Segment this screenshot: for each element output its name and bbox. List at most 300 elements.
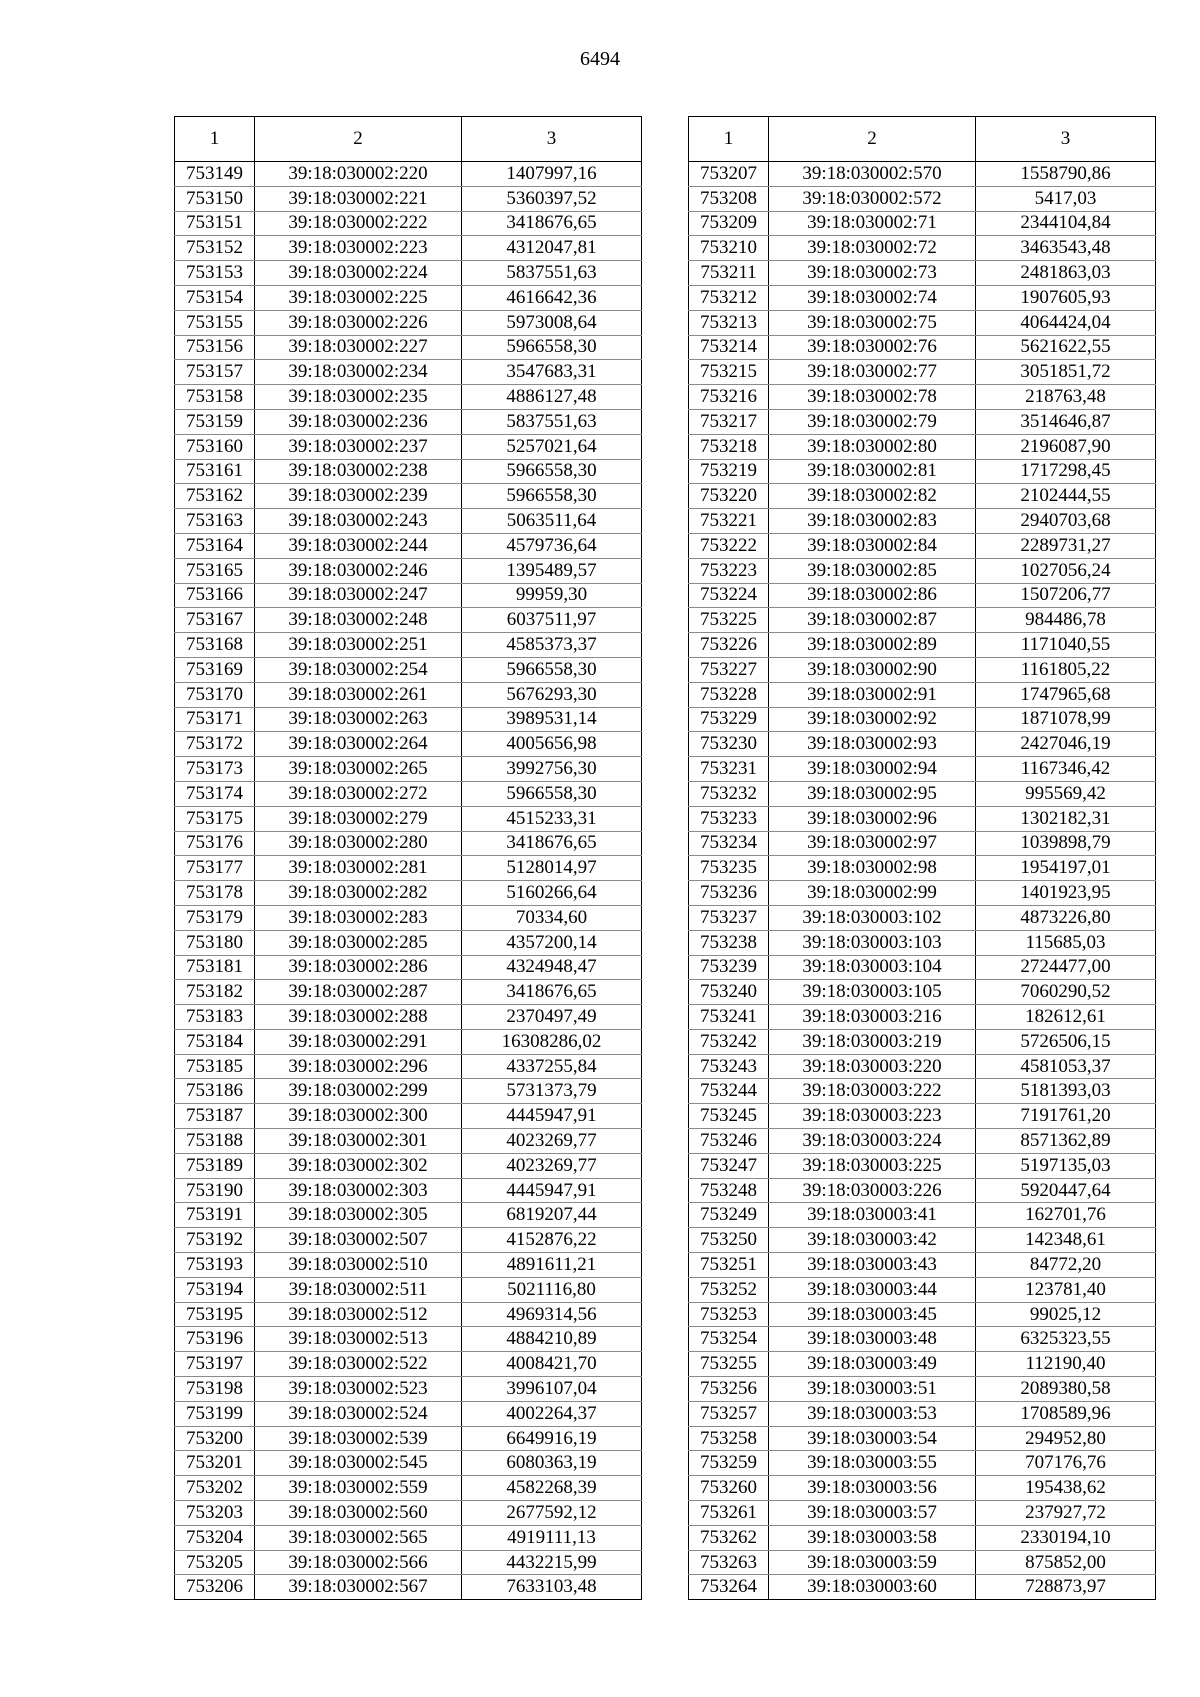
cadastral-number-cell: 39:18:030002:566: [255, 1550, 462, 1575]
row-number-cell: 753227: [689, 657, 769, 682]
cadastral-number-cell: 39:18:030002:299: [255, 1079, 462, 1104]
value-cell: 5966558,30: [462, 335, 642, 360]
table-row: [175, 608, 642, 633]
row-number-cell: 753205: [175, 1550, 255, 1575]
table-row: [175, 1228, 642, 1253]
row-number-cell: 753168: [175, 633, 255, 658]
value-cell: 5128014,97: [462, 856, 642, 881]
row-number-cell: 753164: [175, 533, 255, 558]
value-cell: 4324948,47: [462, 955, 642, 980]
table-row: [175, 930, 642, 955]
value-cell: 16308286,02: [462, 1029, 642, 1054]
row-number-cell: 753206: [175, 1575, 255, 1600]
row-number-cell: 753254: [689, 1327, 769, 1352]
value-cell: 5731373,79: [462, 1079, 642, 1104]
value-cell: 1907605,93: [976, 285, 1156, 310]
column-header-3: 3: [462, 117, 642, 162]
value-cell: 4873226,80: [976, 905, 1156, 930]
row-number-cell: 753246: [689, 1129, 769, 1154]
cadastral-number-cell: 39:18:030003:56: [769, 1476, 976, 1501]
row-number-cell: 753154: [175, 285, 255, 310]
table-row: [689, 1525, 1156, 1550]
value-cell: 2089380,58: [976, 1377, 1156, 1402]
cadastral-number-cell: 39:18:030002:243: [255, 509, 462, 534]
row-number-cell: 753217: [689, 409, 769, 434]
row-number-cell: 753212: [689, 285, 769, 310]
row-number-cell: 753231: [689, 757, 769, 782]
value-cell: 4919111,13: [462, 1525, 642, 1550]
table-row: [689, 285, 1156, 310]
table-row: [175, 1327, 642, 1352]
row-number-cell: 753232: [689, 781, 769, 806]
table-row: [175, 1029, 642, 1054]
table-row: [689, 905, 1156, 930]
cadastral-number-cell: 39:18:030002:301: [255, 1129, 462, 1154]
cadastral-number-cell: 39:18:030002:282: [255, 881, 462, 906]
value-cell: 6649916,19: [462, 1426, 642, 1451]
value-cell: 1167346,42: [976, 757, 1156, 782]
table-row: [689, 1575, 1156, 1600]
table-row: [689, 434, 1156, 459]
table-row: [175, 1129, 642, 1154]
cadastral-number-cell: 39:18:030002:84: [769, 533, 976, 558]
row-number-cell: 753153: [175, 261, 255, 286]
table-row: [175, 310, 642, 335]
row-number-cell: 753245: [689, 1104, 769, 1129]
value-cell: 3418676,65: [462, 831, 642, 856]
row-number-cell: 753263: [689, 1550, 769, 1575]
header-row: [689, 117, 1156, 162]
table-row: [689, 1005, 1156, 1030]
row-number-cell: 753163: [175, 509, 255, 534]
value-cell: 4515233,31: [462, 806, 642, 831]
row-number-cell: 753180: [175, 930, 255, 955]
value-cell: 995569,42: [976, 781, 1156, 806]
value-cell: 2330194,10: [976, 1525, 1156, 1550]
table-row: [689, 1501, 1156, 1526]
cadastral-number-cell: 39:18:030002:261: [255, 682, 462, 707]
cadastral-number-cell: 39:18:030002:513: [255, 1327, 462, 1352]
cadastral-number-cell: 39:18:030002:83: [769, 509, 976, 534]
cadastral-number-cell: 39:18:030002:99: [769, 881, 976, 906]
row-number-cell: 753257: [689, 1401, 769, 1426]
row-number-cell: 753237: [689, 905, 769, 930]
row-number-cell: 753259: [689, 1451, 769, 1476]
column-header-1: 1: [175, 117, 255, 162]
table-row: [689, 1426, 1156, 1451]
row-number-cell: 753197: [175, 1352, 255, 1377]
row-number-cell: 753190: [175, 1178, 255, 1203]
row-number-cell: 753162: [175, 484, 255, 509]
table-row: [175, 781, 642, 806]
value-cell: 5621622,55: [976, 335, 1156, 360]
table-row: [175, 682, 642, 707]
cadastral-number-cell: 39:18:030002:73: [769, 261, 976, 286]
row-number-cell: 753235: [689, 856, 769, 881]
row-number-cell: 753203: [175, 1501, 255, 1526]
table-row: [689, 955, 1156, 980]
column-header-2: 2: [255, 117, 462, 162]
table-row: [175, 1005, 642, 1030]
cadastral-number-cell: 39:18:030002:72: [769, 236, 976, 261]
cadastral-number-cell: 39:18:030002:77: [769, 360, 976, 385]
cadastral-number-cell: 39:18:030002:539: [255, 1426, 462, 1451]
cadastral-number-cell: 39:18:030002:511: [255, 1277, 462, 1302]
value-cell: 4064424,04: [976, 310, 1156, 335]
row-number-cell: 753260: [689, 1476, 769, 1501]
table-row: [175, 757, 642, 782]
table-row: [689, 484, 1156, 509]
cadastral-number-cell: 39:18:030002:239: [255, 484, 462, 509]
cadastral-number-cell: 39:18:030002:522: [255, 1352, 462, 1377]
row-number-cell: 753195: [175, 1302, 255, 1327]
cadastral-number-cell: 39:18:030002:89: [769, 633, 976, 658]
value-cell: 112190,40: [976, 1352, 1156, 1377]
table-row: [689, 732, 1156, 757]
table-row: [175, 1054, 642, 1079]
table-row: [689, 1029, 1156, 1054]
value-cell: 182612,61: [976, 1005, 1156, 1030]
cadastral-number-cell: 39:18:030002:280: [255, 831, 462, 856]
row-number-cell: 753201: [175, 1451, 255, 1476]
row-number-cell: 753176: [175, 831, 255, 856]
row-number-cell: 753192: [175, 1228, 255, 1253]
value-cell: 4581053,37: [976, 1054, 1156, 1079]
row-number-cell: 753178: [175, 881, 255, 906]
row-number-cell: 753214: [689, 335, 769, 360]
value-cell: 5837551,63: [462, 409, 642, 434]
row-number-cell: 753151: [175, 211, 255, 236]
value-cell: 6819207,44: [462, 1203, 642, 1228]
row-number-cell: 753219: [689, 459, 769, 484]
row-number-cell: 753187: [175, 1104, 255, 1129]
value-cell: 5160266,64: [462, 881, 642, 906]
value-cell: 4337255,84: [462, 1054, 642, 1079]
table-row: [689, 930, 1156, 955]
row-number-cell: 753222: [689, 533, 769, 558]
cadastral-number-cell: 39:18:030003:216: [769, 1005, 976, 1030]
row-number-cell: 753244: [689, 1079, 769, 1104]
table-row: [689, 1476, 1156, 1501]
value-cell: 4585373,37: [462, 633, 642, 658]
row-number-cell: 753185: [175, 1054, 255, 1079]
value-cell: 142348,61: [976, 1228, 1156, 1253]
row-number-cell: 753243: [689, 1054, 769, 1079]
cadastral-number-cell: 39:18:030002:93: [769, 732, 976, 757]
cadastral-number-cell: 39:18:030003:60: [769, 1575, 976, 1600]
value-cell: 2344104,84: [976, 211, 1156, 236]
row-number-cell: 753229: [689, 707, 769, 732]
row-number-cell: 753256: [689, 1377, 769, 1402]
cadastral-number-cell: 39:18:030002:254: [255, 657, 462, 682]
table-row: [689, 980, 1156, 1005]
value-cell: 4023269,77: [462, 1129, 642, 1154]
table-row: [689, 236, 1156, 261]
cadastral-number-cell: 39:18:030002:251: [255, 633, 462, 658]
row-number-cell: 753220: [689, 484, 769, 509]
cadastral-number-cell: 39:18:030002:75: [769, 310, 976, 335]
row-number-cell: 753251: [689, 1253, 769, 1278]
cadastral-number-cell: 39:18:030002:225: [255, 285, 462, 310]
row-number-cell: 753199: [175, 1401, 255, 1426]
table-row: [175, 1277, 642, 1302]
value-cell: 70334,60: [462, 905, 642, 930]
cadastral-number-cell: 39:18:030002:524: [255, 1401, 462, 1426]
value-cell: 5676293,30: [462, 682, 642, 707]
cadastral-number-cell: 39:18:030002:305: [255, 1203, 462, 1228]
table-row: [689, 1153, 1156, 1178]
value-cell: 4884210,89: [462, 1327, 642, 1352]
value-cell: 5966558,30: [462, 459, 642, 484]
row-number-cell: 753174: [175, 781, 255, 806]
row-number-cell: 753211: [689, 261, 769, 286]
row-number-cell: 753241: [689, 1005, 769, 1030]
value-cell: 5726506,15: [976, 1029, 1156, 1054]
row-number-cell: 753238: [689, 930, 769, 955]
value-cell: 4579736,64: [462, 533, 642, 558]
table-row: [689, 409, 1156, 434]
value-cell: 4357200,14: [462, 930, 642, 955]
right-table: [688, 116, 1156, 1600]
row-number-cell: 753264: [689, 1575, 769, 1600]
table-row: [689, 856, 1156, 881]
row-number-cell: 753189: [175, 1153, 255, 1178]
cadastral-number-cell: 39:18:030002:283: [255, 905, 462, 930]
table-row: [689, 583, 1156, 608]
value-cell: 294952,80: [976, 1426, 1156, 1451]
value-cell: 2289731,27: [976, 533, 1156, 558]
value-cell: 875852,00: [976, 1550, 1156, 1575]
table-row: [689, 335, 1156, 360]
row-number-cell: 753155: [175, 310, 255, 335]
row-number-cell: 753261: [689, 1501, 769, 1526]
value-cell: 4886127,48: [462, 385, 642, 410]
row-number-cell: 753198: [175, 1377, 255, 1402]
cadastral-number-cell: 39:18:030002:94: [769, 757, 976, 782]
table-row: [689, 385, 1156, 410]
row-number-cell: 753175: [175, 806, 255, 831]
table-row: [689, 558, 1156, 583]
row-number-cell: 753158: [175, 385, 255, 410]
cadastral-number-cell: 39:18:030002:512: [255, 1302, 462, 1327]
value-cell: 1407997,16: [462, 162, 642, 187]
cadastral-number-cell: 39:18:030002:95: [769, 781, 976, 806]
row-number-cell: 753258: [689, 1426, 769, 1451]
table-row: [175, 162, 642, 187]
value-cell: 1717298,45: [976, 459, 1156, 484]
row-number-cell: 753236: [689, 881, 769, 906]
table-row: [689, 1253, 1156, 1278]
value-cell: 3992756,30: [462, 757, 642, 782]
value-cell: 4002264,37: [462, 1401, 642, 1426]
row-number-cell: 753253: [689, 1302, 769, 1327]
cadastral-number-cell: 39:18:030002:302: [255, 1153, 462, 1178]
row-number-cell: 753247: [689, 1153, 769, 1178]
cadastral-number-cell: 39:18:030003:223: [769, 1104, 976, 1129]
cadastral-number-cell: 39:18:030002:235: [255, 385, 462, 410]
cadastral-number-cell: 39:18:030002:296: [255, 1054, 462, 1079]
row-number-cell: 753182: [175, 980, 255, 1005]
cadastral-number-cell: 39:18:030002:523: [255, 1377, 462, 1402]
table-row: [175, 1550, 642, 1575]
row-number-cell: 753149: [175, 162, 255, 187]
cadastral-number-cell: 39:18:030002:78: [769, 385, 976, 410]
table-row: [175, 236, 642, 261]
cadastral-number-cell: 39:18:030003:226: [769, 1178, 976, 1203]
cadastral-number-cell: 39:18:030003:51: [769, 1377, 976, 1402]
table-row: [689, 781, 1156, 806]
value-cell: 2370497,49: [462, 1005, 642, 1030]
table-row: [689, 1054, 1156, 1079]
cadastral-number-cell: 39:18:030002:90: [769, 657, 976, 682]
value-cell: 3418676,65: [462, 211, 642, 236]
value-cell: 2677592,12: [462, 1501, 642, 1526]
cadastral-number-cell: 39:18:030003:105: [769, 980, 976, 1005]
cadastral-number-cell: 39:18:030002:291: [255, 1029, 462, 1054]
cadastral-number-cell: 39:18:030002:507: [255, 1228, 462, 1253]
table-row: [175, 434, 642, 459]
table-row: [175, 1401, 642, 1426]
table-row: [175, 806, 642, 831]
cadastral-number-cell: 39:18:030002:71: [769, 211, 976, 236]
row-number-cell: 753249: [689, 1203, 769, 1228]
cadastral-number-cell: 39:18:030002:570: [769, 162, 976, 187]
row-number-cell: 753170: [175, 682, 255, 707]
table-row: [175, 657, 642, 682]
value-cell: 1161805,22: [976, 657, 1156, 682]
table-row: [175, 186, 642, 211]
row-number-cell: 753210: [689, 236, 769, 261]
row-number-cell: 753228: [689, 682, 769, 707]
table-row: [175, 732, 642, 757]
value-cell: 115685,03: [976, 930, 1156, 955]
value-cell: 7633103,48: [462, 1575, 642, 1600]
cadastral-number-cell: 39:18:030002:91: [769, 682, 976, 707]
cadastral-number-cell: 39:18:030002:236: [255, 409, 462, 434]
row-number-cell: 753186: [175, 1079, 255, 1104]
table-row: [689, 1104, 1156, 1129]
table-row: [689, 1550, 1156, 1575]
row-number-cell: 753177: [175, 856, 255, 881]
value-cell: 1302182,31: [976, 806, 1156, 831]
value-cell: 162701,76: [976, 1203, 1156, 1228]
value-cell: 123781,40: [976, 1277, 1156, 1302]
table-row: [175, 1079, 642, 1104]
cadastral-number-cell: 39:18:030003:49: [769, 1352, 976, 1377]
table-row: [689, 1079, 1156, 1104]
row-number-cell: 753150: [175, 186, 255, 211]
table-row: [175, 1575, 642, 1600]
value-cell: 4432215,99: [462, 1550, 642, 1575]
cadastral-number-cell: 39:18:030002:510: [255, 1253, 462, 1278]
row-number-cell: 753215: [689, 360, 769, 385]
value-cell: 5197135,03: [976, 1153, 1156, 1178]
cadastral-number-cell: 39:18:030002:264: [255, 732, 462, 757]
value-cell: 4891611,21: [462, 1253, 642, 1278]
cadastral-number-cell: 39:18:030003:44: [769, 1277, 976, 1302]
row-number-cell: 753172: [175, 732, 255, 757]
cadastral-number-cell: 39:18:030002:286: [255, 955, 462, 980]
table-row: [175, 211, 642, 236]
cadastral-number-cell: 39:18:030002:237: [255, 434, 462, 459]
table-row: [175, 1501, 642, 1526]
table-row: [175, 1525, 642, 1550]
table-row: [689, 1178, 1156, 1203]
table-row: [175, 459, 642, 484]
cadastral-number-cell: 39:18:030002:238: [255, 459, 462, 484]
value-cell: 4969314,56: [462, 1302, 642, 1327]
header-row: [175, 117, 642, 162]
row-number-cell: 753204: [175, 1525, 255, 1550]
cadastral-number-cell: 39:18:030002:97: [769, 831, 976, 856]
value-cell: 8571362,89: [976, 1129, 1156, 1154]
value-cell: 5257021,64: [462, 434, 642, 459]
table-row: [689, 682, 1156, 707]
value-cell: 3463543,48: [976, 236, 1156, 261]
table-row: [689, 633, 1156, 658]
cadastral-number-cell: 39:18:030002:226: [255, 310, 462, 335]
cadastral-number-cell: 39:18:030002:303: [255, 1178, 462, 1203]
value-cell: 4312047,81: [462, 236, 642, 261]
row-number-cell: 753262: [689, 1525, 769, 1550]
table-row: [689, 1129, 1156, 1154]
row-number-cell: 753255: [689, 1352, 769, 1377]
cadastral-number-cell: 39:18:030003:41: [769, 1203, 976, 1228]
value-cell: 5837551,63: [462, 261, 642, 286]
value-cell: 4445947,91: [462, 1178, 642, 1203]
value-cell: 2940703,68: [976, 509, 1156, 534]
value-cell: 1401923,95: [976, 881, 1156, 906]
cadastral-number-cell: 39:18:030002:82: [769, 484, 976, 509]
row-number-cell: 753226: [689, 633, 769, 658]
value-cell: 1871078,99: [976, 707, 1156, 732]
table-row: [175, 509, 642, 534]
table-row: [689, 1401, 1156, 1426]
value-cell: 4445947,91: [462, 1104, 642, 1129]
cadastral-number-cell: 39:18:030002:247: [255, 583, 462, 608]
row-number-cell: 753181: [175, 955, 255, 980]
cadastral-number-cell: 39:18:030002:263: [255, 707, 462, 732]
cadastral-number-cell: 39:18:030002:98: [769, 856, 976, 881]
table-row: [175, 1352, 642, 1377]
cadastral-number-cell: 39:18:030003:225: [769, 1153, 976, 1178]
cadastral-number-cell: 39:18:030003:102: [769, 905, 976, 930]
cadastral-number-cell: 39:18:030002:87: [769, 608, 976, 633]
cadastral-number-cell: 39:18:030003:58: [769, 1525, 976, 1550]
cadastral-number-cell: 39:18:030003:104: [769, 955, 976, 980]
value-cell: 3051851,72: [976, 360, 1156, 385]
row-number-cell: 753213: [689, 310, 769, 335]
table-row: [175, 1153, 642, 1178]
table-row: [175, 905, 642, 930]
table-row: [689, 211, 1156, 236]
row-number-cell: 753240: [689, 980, 769, 1005]
table-row: [175, 409, 642, 434]
cadastral-number-cell: 39:18:030002:79: [769, 409, 976, 434]
value-cell: 728873,97: [976, 1575, 1156, 1600]
table-row: [175, 856, 642, 881]
value-cell: 1507206,77: [976, 583, 1156, 608]
value-cell: 99959,30: [462, 583, 642, 608]
table-row: [175, 1426, 642, 1451]
value-cell: 3996107,04: [462, 1377, 642, 1402]
cadastral-number-cell: 39:18:030002:221: [255, 186, 462, 211]
row-number-cell: 753173: [175, 757, 255, 782]
table-row: [175, 583, 642, 608]
table-row: [175, 1178, 642, 1203]
table-row: [175, 1104, 642, 1129]
value-cell: 4582268,39: [462, 1476, 642, 1501]
